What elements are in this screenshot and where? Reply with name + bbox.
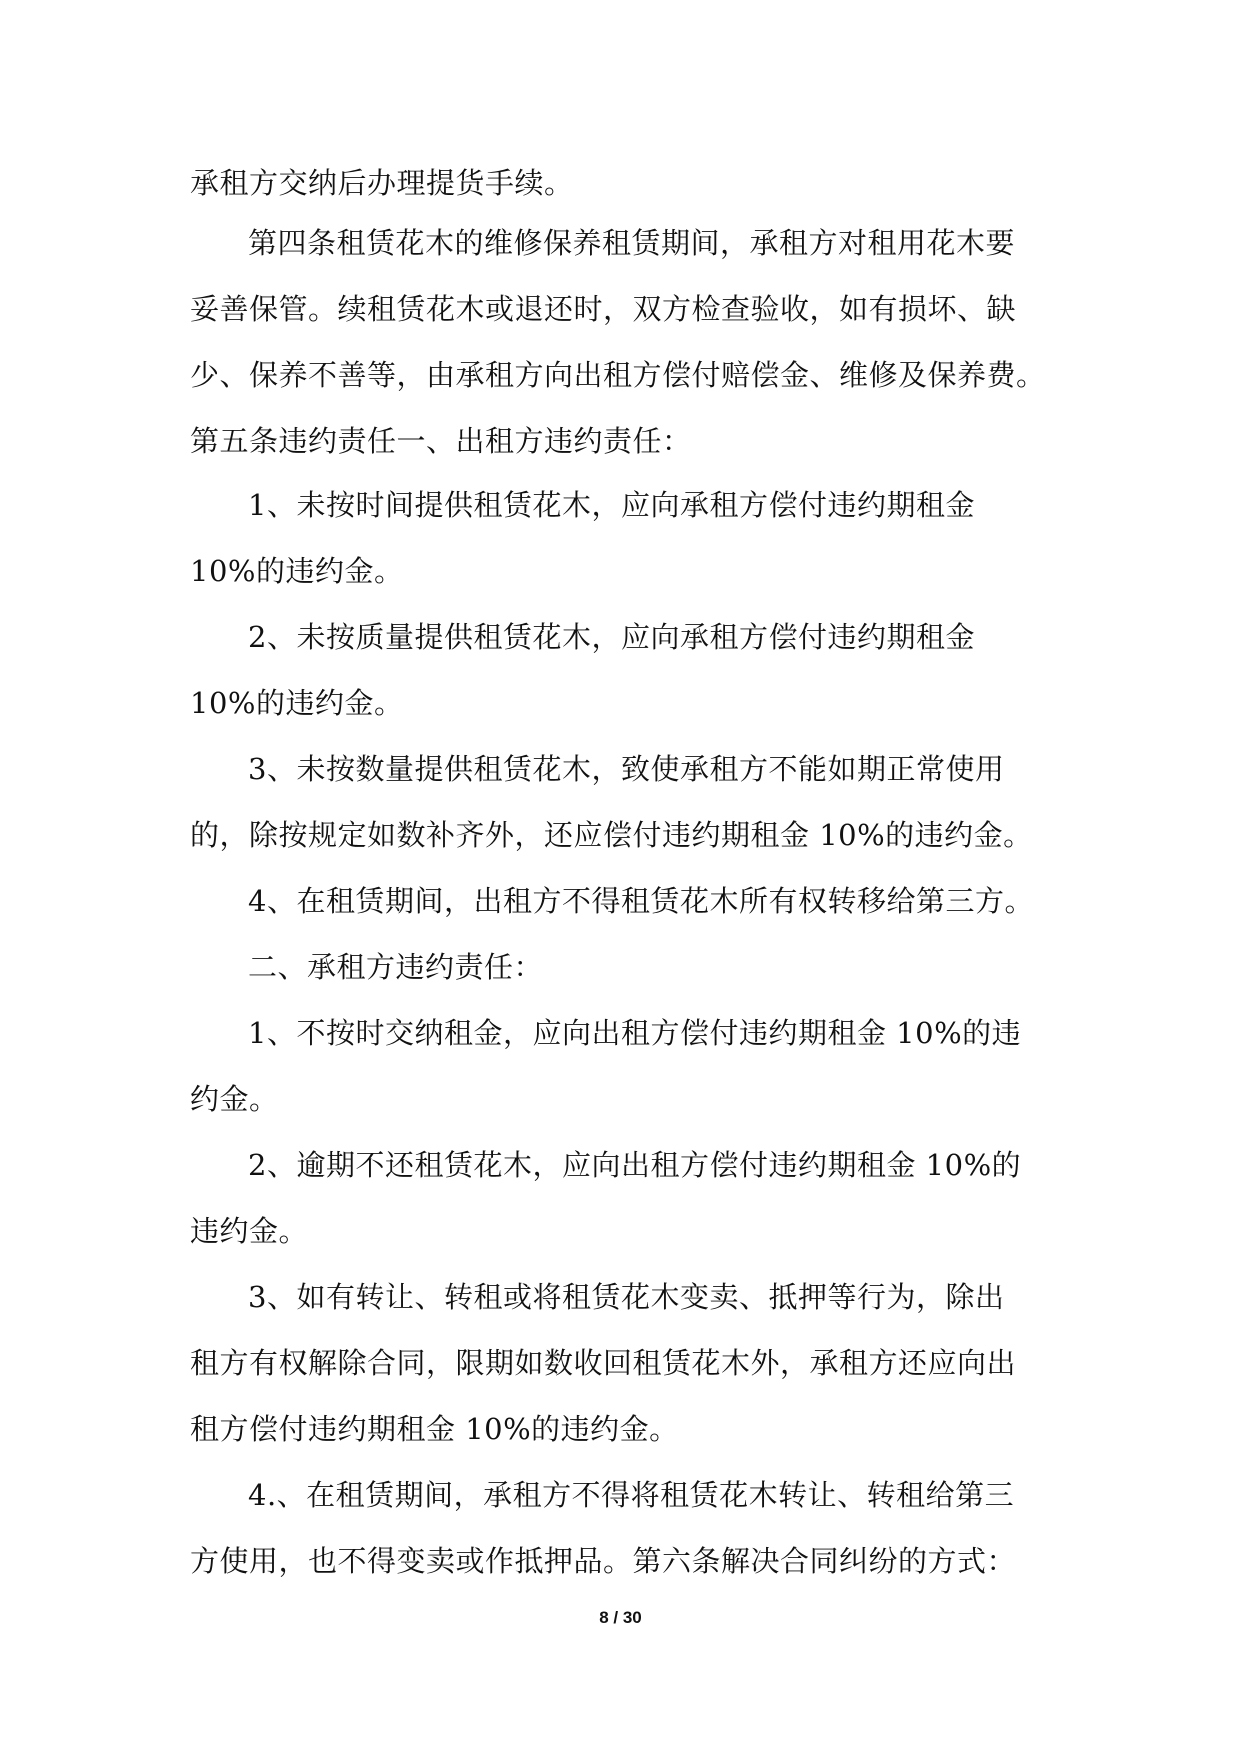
text-line: 3、如有转让、转租或将租赁花木变卖、抵押等行为，除出 (248, 1280, 1005, 1314)
text-line: 约金。 (190, 1082, 279, 1116)
text-line: 的，除按规定如数补齐外，还应偿付违约期租金 10%的违约金。 (190, 818, 1033, 852)
text-line: 租方偿付违约期租金 10%的违约金。 (190, 1412, 679, 1446)
text-line: 3、未按数量提供租赁花木，致使承租方不能如期正常使用 (248, 752, 1005, 786)
text-line: 妥善保管。续租赁花木或退还时，双方检查验收，如有损坏、缺 (190, 292, 1017, 326)
text-line: 第五条违约责任一、出租方违约责任： (190, 424, 692, 458)
text-line: 10%的违约金。 (190, 686, 404, 720)
text-line: 2、未按质量提供租赁花木，应向承租方偿付违约期租金 (248, 620, 975, 654)
text-line: 方使用，也不得变卖或作抵押品。第六条解决合同纠纷的方式： (190, 1544, 1017, 1578)
text-line: 少、保养不善等，由承租方向出租方偿付赔偿金、维修及保养费。 (190, 358, 1046, 392)
text-line: 二、承租方违约责任： (248, 950, 544, 984)
text-line: 4.、在租赁期间，承租方不得将租赁花木转让、转租给第三 (248, 1478, 1015, 1512)
text-line: 违约金。 (190, 1214, 309, 1248)
text-line: 第四条租赁花木的维修保养租赁期间，承租方对租用花木要 (248, 226, 1016, 260)
text-line: 10%的违约金。 (190, 554, 404, 588)
text-line: 租方有权解除合同，限期如数收回租赁花木外，承租方还应向出 (190, 1346, 1017, 1380)
text-line: 1、未按时间提供租赁花木，应向承租方偿付违约期租金 (248, 488, 975, 522)
page-number: 8 / 30 (599, 1608, 642, 1627)
text-line: 承租方交纳后办理提货手续。 (190, 166, 574, 200)
text-line: 4、在租赁期间，出租方不得租赁花木所有权转移给第三方。 (248, 884, 1034, 918)
text-line: 2、逾期不还租赁花木，应向出租方偿付违约期租金 10%的 (248, 1148, 1022, 1182)
text-line: 1、不按时交纳租金，应向出租方偿付违约期租金 10%的违 (248, 1016, 1022, 1050)
